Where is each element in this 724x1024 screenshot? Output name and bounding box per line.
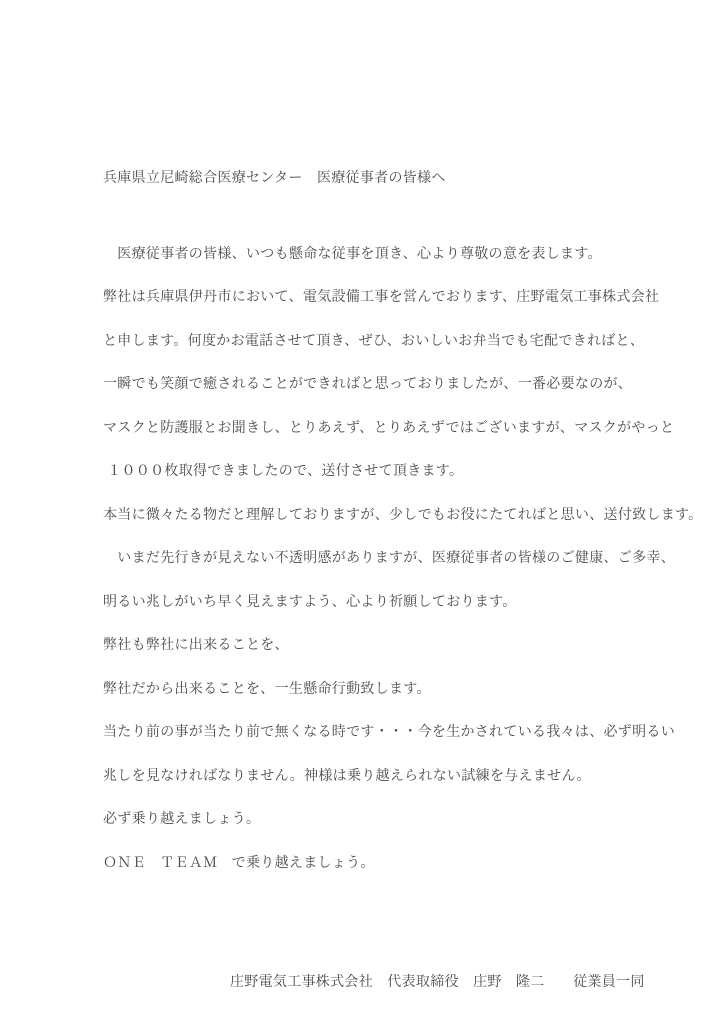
letter-signature: 庄野電気工事株式会社 代表取締役 庄野 隆二 従業員一同: [230, 972, 645, 989]
body-line: １０００枚取得できましたので、送付させて頂きます。: [103, 462, 464, 478]
body-line: 当たり前の事が当たり前で無くなる時です・・・今を生かされている我々は、必ず明るい: [103, 723, 675, 739]
body-line: 兆しを見なければなりません。神様は乗り越えられない試練を与えません。: [103, 766, 591, 783]
body-line: 弊社も弊社に出来ることを、: [103, 636, 289, 652]
body-line: 弊社だから出来ることを、一生懸命行動致します。: [103, 679, 431, 696]
body-line: ＯＮＥ ＴＥＡＭ で乗り越えましょう。: [103, 853, 375, 870]
body-line: 弊社は兵庫県伊丹市において、電気設備工事を営んでおります、庄野電気工事株式会社: [103, 288, 660, 304]
body-line: と申します。何度かお電話させて頂き、ぜひ、おいしいお弁当でも宅配できればと、: [103, 331, 645, 348]
body-line: 本当に微々たる物だと理解しておりますが、少しでもお役にたてればと思い、送付致します。: [103, 505, 703, 522]
body-line: 必ず乗り越えましょう。: [103, 810, 261, 826]
body-line: 一瞬でも笑顔で癒されることができればと思っておりましたが、一番必要なのが、: [103, 375, 633, 391]
body-line: マスクと防護服とお聞きし、とりあえず、とりあえずではございますが、マスクがやっと: [103, 418, 675, 435]
body-line: 明るい兆しがいち早く見えますよう、心より祈願しております。: [103, 592, 517, 609]
body-line: いまだ先行きが見えない不透明感がありますが、医療従事者の皆様のご健康、ご多幸、: [103, 549, 675, 565]
letter-title: 兵庫県立尼崎総合医療センター 医療従事者の皆様へ: [103, 169, 446, 185]
body-line: 医療従事者の皆様、いつも懸命な従事を頂き、心より尊敬の意を表します。: [103, 244, 602, 261]
letter-body: [103, 232, 704, 885]
letter-content: [103, 123, 704, 1024]
